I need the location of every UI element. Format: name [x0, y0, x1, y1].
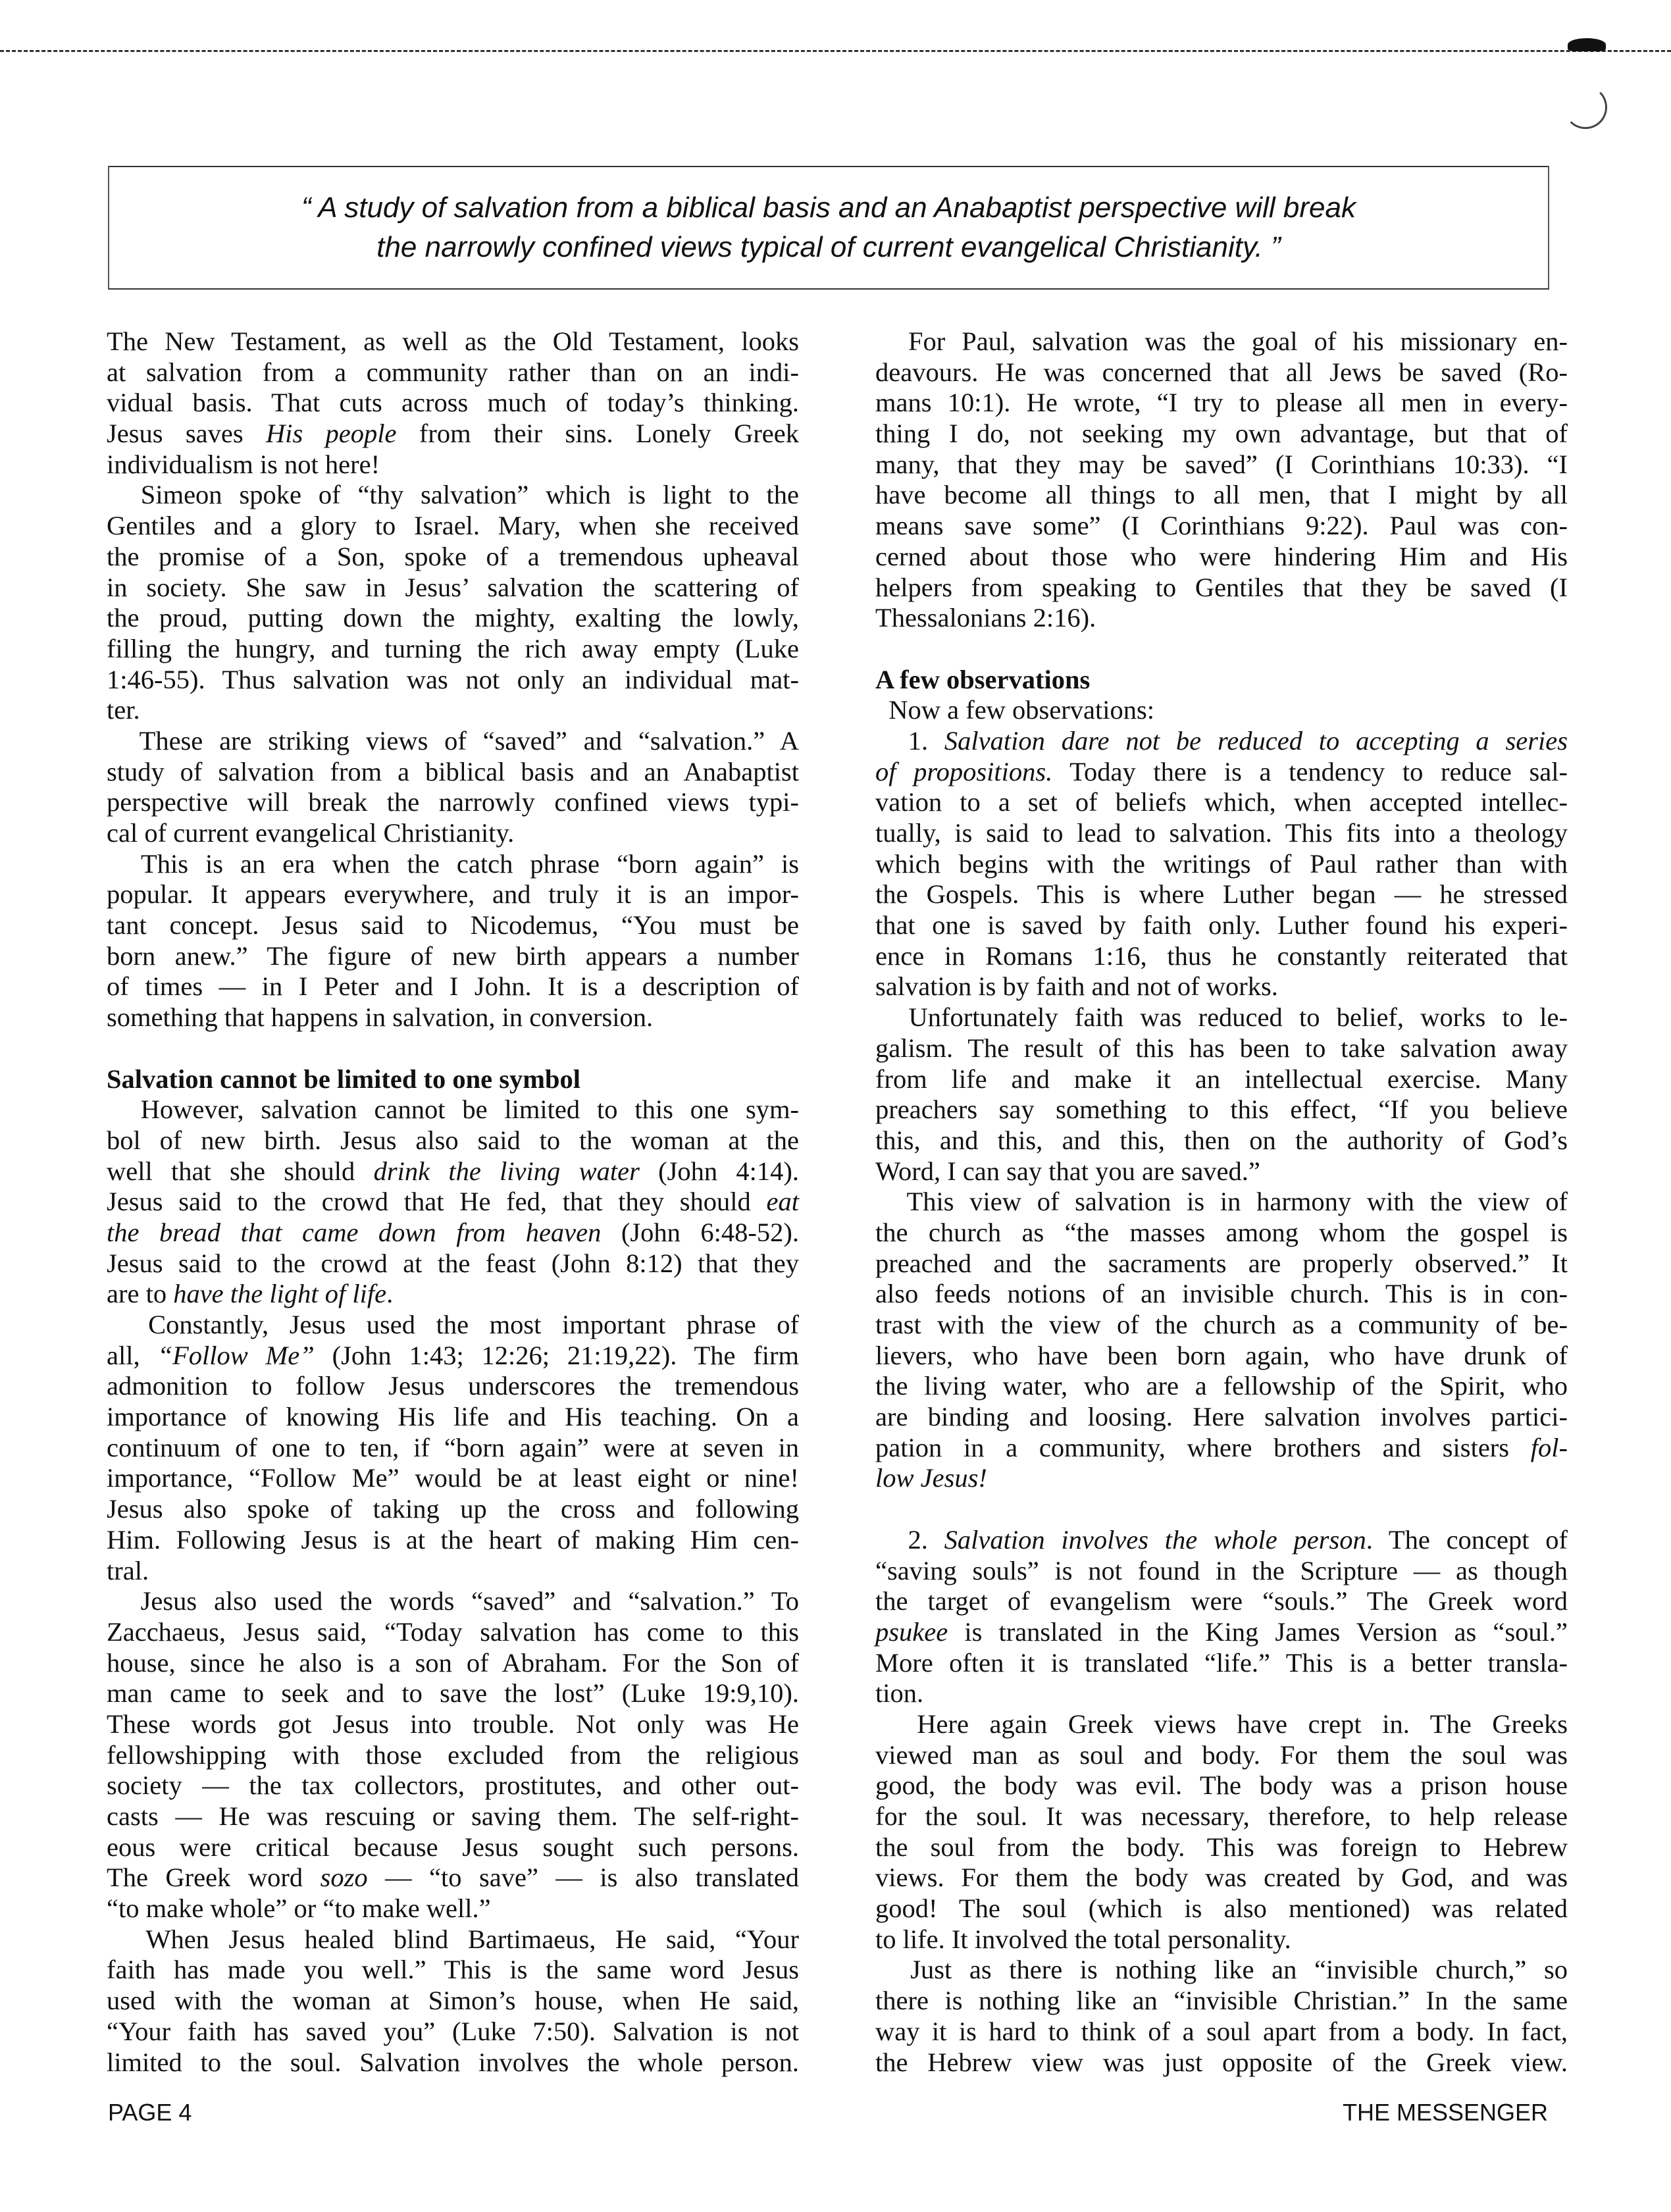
- text-line: lievers, who have been born again, who have drunk of: [875, 1340, 1568, 1370]
- text-line: Word, I can say that you are saved.”: [875, 1156, 1260, 1186]
- text-line: Him. Following Jesus is at the heart of making Him cen-: [107, 1524, 799, 1555]
- text-line: “to make whole” or “to make well.”: [107, 1893, 491, 1924]
- text-line: helpers from speaking to Gentiles that they be saved (I: [875, 572, 1568, 602]
- text-line: the proud, putting down the mighty, exalting the lowly,: [107, 603, 799, 633]
- text-line: When Jesus healed blind Bartimaeus, He said, “Your: [107, 1924, 799, 1954]
- text-line: well that she should drink the living water (John 4:14).: [107, 1156, 800, 1186]
- text-line: salvation is by faith and not of works.: [875, 971, 1278, 1002]
- text-line: for the soul. It was necessary, therefore, to help release: [875, 1801, 1568, 1831]
- text-line: vidual basis. That cuts across much of today’s thinking.: [107, 388, 799, 418]
- text-line: ence in Romans 1:16, thus he constantly reiterated that: [875, 940, 1568, 971]
- text-line: good! The soul (which is also mentioned) was related: [875, 1893, 1568, 1924]
- text-line: casts — He was rescuing or saving them. The self-right-: [107, 1801, 799, 1831]
- text-line: Jesus said to the crowd at the feast (John 8:12) that they: [107, 1248, 799, 1278]
- text-line: However, salvation cannot be limited to this one sym-: [107, 1094, 799, 1125]
- text-line: there is nothing like an “invisible Christian.” In the same: [875, 1986, 1568, 2016]
- text-line: at salvation from a community rather than on an indi-: [107, 357, 799, 387]
- right-text-column: [875, 326, 1568, 2078]
- text-line: psukee is translated in the King James Version as “soul.”: [875, 1616, 1568, 1647]
- text-line: which begins with the writings of Paul rather than with: [875, 848, 1568, 879]
- text-line: viewed man as soul and body. For them the soul was: [875, 1739, 1568, 1770]
- text-line: fellowshipping with those excluded from the religious: [107, 1739, 799, 1770]
- text-line: [107, 1033, 799, 1064]
- text-line: cerned about those who were hindering Him and His: [875, 541, 1568, 571]
- text-line: bol of new birth. Jesus also said to the woman at the: [107, 1125, 799, 1155]
- text-line: something that happens in salvation, in conversion.: [107, 1002, 654, 1033]
- text-line: Thessalonians 2:16).: [875, 603, 1096, 633]
- text-line: Jesus said to the crowd that He fed, that they should eat: [107, 1187, 799, 1217]
- text-line: man came to seek and to save the lost” (Luke 19:9,10).: [107, 1678, 799, 1709]
- text-line: 2. Salvation involves the whole person. The concept of: [875, 1524, 1568, 1555]
- section-heading: Salvation cannot be limited to one symbol: [107, 1064, 581, 1094]
- text-line: importance of knowing His life and His teaching. On a: [107, 1402, 799, 1432]
- text-line: from life and make it an intellectual exercise. Many: [875, 1064, 1568, 1094]
- text-line: of times — in I Peter and I John. It is a description of: [107, 971, 799, 1002]
- pull-quote-line-2: the narrowly confined views typical of current evangelical Christianity. ”: [376, 231, 1281, 263]
- pull-quote-box: [108, 166, 1549, 290]
- text-line: good, the body was evil. The body was a prison house: [875, 1770, 1568, 1801]
- text-line: faith has made you well.” This is the same word Jesus: [107, 1955, 799, 1985]
- text-line: of propositions. Today there is a tendency to reduce sal-: [875, 756, 1568, 786]
- text-line: the target of evangelism were “souls.” The Greek word: [875, 1586, 1568, 1616]
- text-line: born anew.” The figure of new birth appears a number: [107, 940, 799, 971]
- text-line: tral.: [107, 1555, 149, 1585]
- text-line: Jesus also used the words “saved” and “salvation.” To: [107, 1586, 799, 1616]
- text-line: the Hebrew view was just opposite of the Greek view.: [875, 2047, 1568, 2077]
- text-line: 1. Salvation dare not be reduced to accepting a series: [875, 725, 1568, 756]
- text-line: tant concept. Jesus said to Nicodemus, “You must be: [107, 910, 799, 940]
- text-line: trast with the view of the church as a community of be-: [875, 1310, 1568, 1339]
- text-line: deavours. He was concerned that all Jews be saved (Ro-: [875, 357, 1568, 387]
- text-line: ter.: [107, 695, 140, 725]
- text-line: Constantly, Jesus used the most important phrase of: [107, 1310, 799, 1339]
- publication-name: THE MESSENGER: [1343, 2099, 1549, 2126]
- text-line: low Jesus!: [875, 1463, 987, 1493]
- binder-hole-icon: [1564, 86, 1607, 129]
- text-line: the promise of a Son, spoke of a tremendous upheaval: [107, 541, 799, 571]
- text-line: Jesus saves His people from their sins. Lonely Greek: [107, 419, 800, 449]
- text-line: cal of current evangelical Christianity.: [107, 818, 515, 848]
- text-line: Gentiles and a glory to Israel. Mary, when she received: [107, 511, 799, 541]
- text-line: eous were critical because Jesus sought such persons.: [107, 1832, 799, 1862]
- text-line: Zacchaeus, Jesus said, “Today salvation has come to this: [107, 1616, 799, 1647]
- text-line: are binding and loosing. Here salvation involves partici-: [875, 1402, 1568, 1432]
- text-line: Simeon spoke of “thy salvation” which is light to the: [107, 480, 799, 510]
- text-line: tion.: [875, 1678, 924, 1709]
- text-line: that one is saved by faith only. Luther found his experi-: [875, 910, 1568, 940]
- text-line: continuum of one to ten, if “born again” were at seven in: [107, 1432, 799, 1462]
- text-line: 1:46-55). Thus salvation was not only an individual mat-: [107, 664, 799, 694]
- text-line: vation to a set of beliefs which, when accepted intellec-: [875, 787, 1568, 817]
- text-line: More often it is translated “life.” This is a better transla-: [875, 1647, 1568, 1678]
- text-line: [875, 1494, 1568, 1525]
- text-line: this, and this, and this, then on the authority of God’s: [875, 1125, 1568, 1155]
- text-line: “Your faith has saved you” (Luke 7:50). Salvation is not: [107, 2016, 799, 2046]
- text-line: “saving souls” is not found in the Scripture — as though: [875, 1555, 1568, 1585]
- text-line: in society. She saw in Jesus’ salvation the scattering of: [107, 572, 799, 602]
- text-line: These words got Jesus into trouble. Not only was He: [107, 1709, 799, 1739]
- text-line: galism. The result of this has been to take salvation away: [875, 1033, 1568, 1063]
- section-heading: A few observations: [875, 664, 1091, 694]
- text-line: These are striking views of “saved” and “salvation.” A: [107, 725, 799, 756]
- text-line: This is an era when the catch phrase “born again” is: [107, 848, 799, 879]
- text-line: the soul from the body. This was foreign to Hebrew: [875, 1832, 1568, 1862]
- text-line: The Greek word sozo — “to save” — is also translated: [107, 1863, 799, 1893]
- text-line: to life. It involved the total personality.: [875, 1924, 1291, 1954]
- left-text-column: [107, 326, 799, 2078]
- text-line: individualism is not here!: [107, 449, 380, 479]
- scan-edge-line: [0, 50, 1671, 52]
- text-line: views. For them the body was created by God, and was: [875, 1863, 1568, 1893]
- text-line: have become all things to all men, that I might by all: [875, 480, 1568, 510]
- text-line: are to have the light of life.: [107, 1279, 394, 1309]
- text-line: used with the woman at Simon’s house, when He said,: [107, 1986, 799, 2016]
- text-line: means save some” (I Corinthians 9:22). Paul was con-: [875, 511, 1568, 541]
- text-line: house, since he also is a son of Abraham. For the Son of: [107, 1647, 799, 1678]
- text-line: Here again Greek views have crept in. The Greeks: [875, 1709, 1568, 1739]
- text-line: society — the tax collectors, prostitutes, and other out-: [107, 1770, 799, 1801]
- text-line: Now a few observations:: [875, 695, 1155, 725]
- text-line: all, “Follow Me” (John 1:43; 12:26; 21:19,22). The firm: [107, 1340, 799, 1370]
- text-line: preached and the sacraments are properly observed.” It: [875, 1248, 1568, 1278]
- text-line: This view of salvation is in harmony with the view of: [875, 1187, 1568, 1217]
- text-line: the church as “the masses among whom the gospel is: [875, 1217, 1568, 1247]
- text-line: also feeds notions of an invisible church. This is in con-: [875, 1279, 1568, 1309]
- text-line: importance, “Follow Me” would be at least eight or nine!: [107, 1463, 799, 1493]
- text-line: many, that they may be saved” (I Corinthians 10:33). “I: [875, 449, 1568, 479]
- text-line: tually, is said to lead to salvation. This fits into a theology: [875, 818, 1568, 848]
- text-line: the bread that came down from heaven (John 6:48-52).: [107, 1217, 799, 1247]
- text-line: the Gospels. This is where Luther began — he stressed: [875, 879, 1568, 910]
- pull-quote-line-1: “ A study of salvation from a biblical basis and an Anabaptist perspective will break: [301, 192, 1356, 224]
- text-line: The New Testament, as well as the Old Testament, looks: [107, 326, 799, 356]
- text-line: perspective will break the narrowly confined views typi-: [107, 787, 799, 817]
- text-line: For Paul, salvation was the goal of his missionary en-: [875, 326, 1568, 356]
- scan-blot-mark: [1568, 38, 1606, 51]
- text-line: [875, 634, 1568, 665]
- page-number: PAGE 4: [108, 2099, 192, 2126]
- text-line: Just as there is nothing like an “invisible church,” so: [875, 1955, 1568, 1985]
- text-line: study of salvation from a biblical basis and an Anabaptist: [107, 756, 799, 786]
- text-line: Jesus also spoke of taking up the cross and following: [107, 1494, 799, 1524]
- text-line: the living water, who are a fellowship of the Spirit, who: [875, 1371, 1568, 1401]
- text-line: preachers say something to this effect, “If you believe: [875, 1094, 1568, 1125]
- text-line: filling the hungry, and turning the rich away empty (Luke: [107, 633, 799, 663]
- text-line: popular. It appears everywhere, and truly it is an impor-: [107, 879, 799, 910]
- text-line: Unfortunately faith was reduced to belief, works to le-: [875, 1002, 1568, 1033]
- text-line: mans 10:1). He wrote, “I try to please all men in every-: [875, 388, 1568, 418]
- text-line: limited to the soul. Salvation involves the whole person.: [107, 2047, 799, 2077]
- text-line: way it is hard to think of a soul apart from a body. In fact,: [875, 2016, 1568, 2046]
- text-line: admonition to follow Jesus underscores the tremendous: [107, 1371, 799, 1401]
- text-line: thing I do, not seeking my own advantage, but that of: [875, 419, 1568, 449]
- text-line: pation in a community, where brothers and sisters fol-: [875, 1432, 1568, 1462]
